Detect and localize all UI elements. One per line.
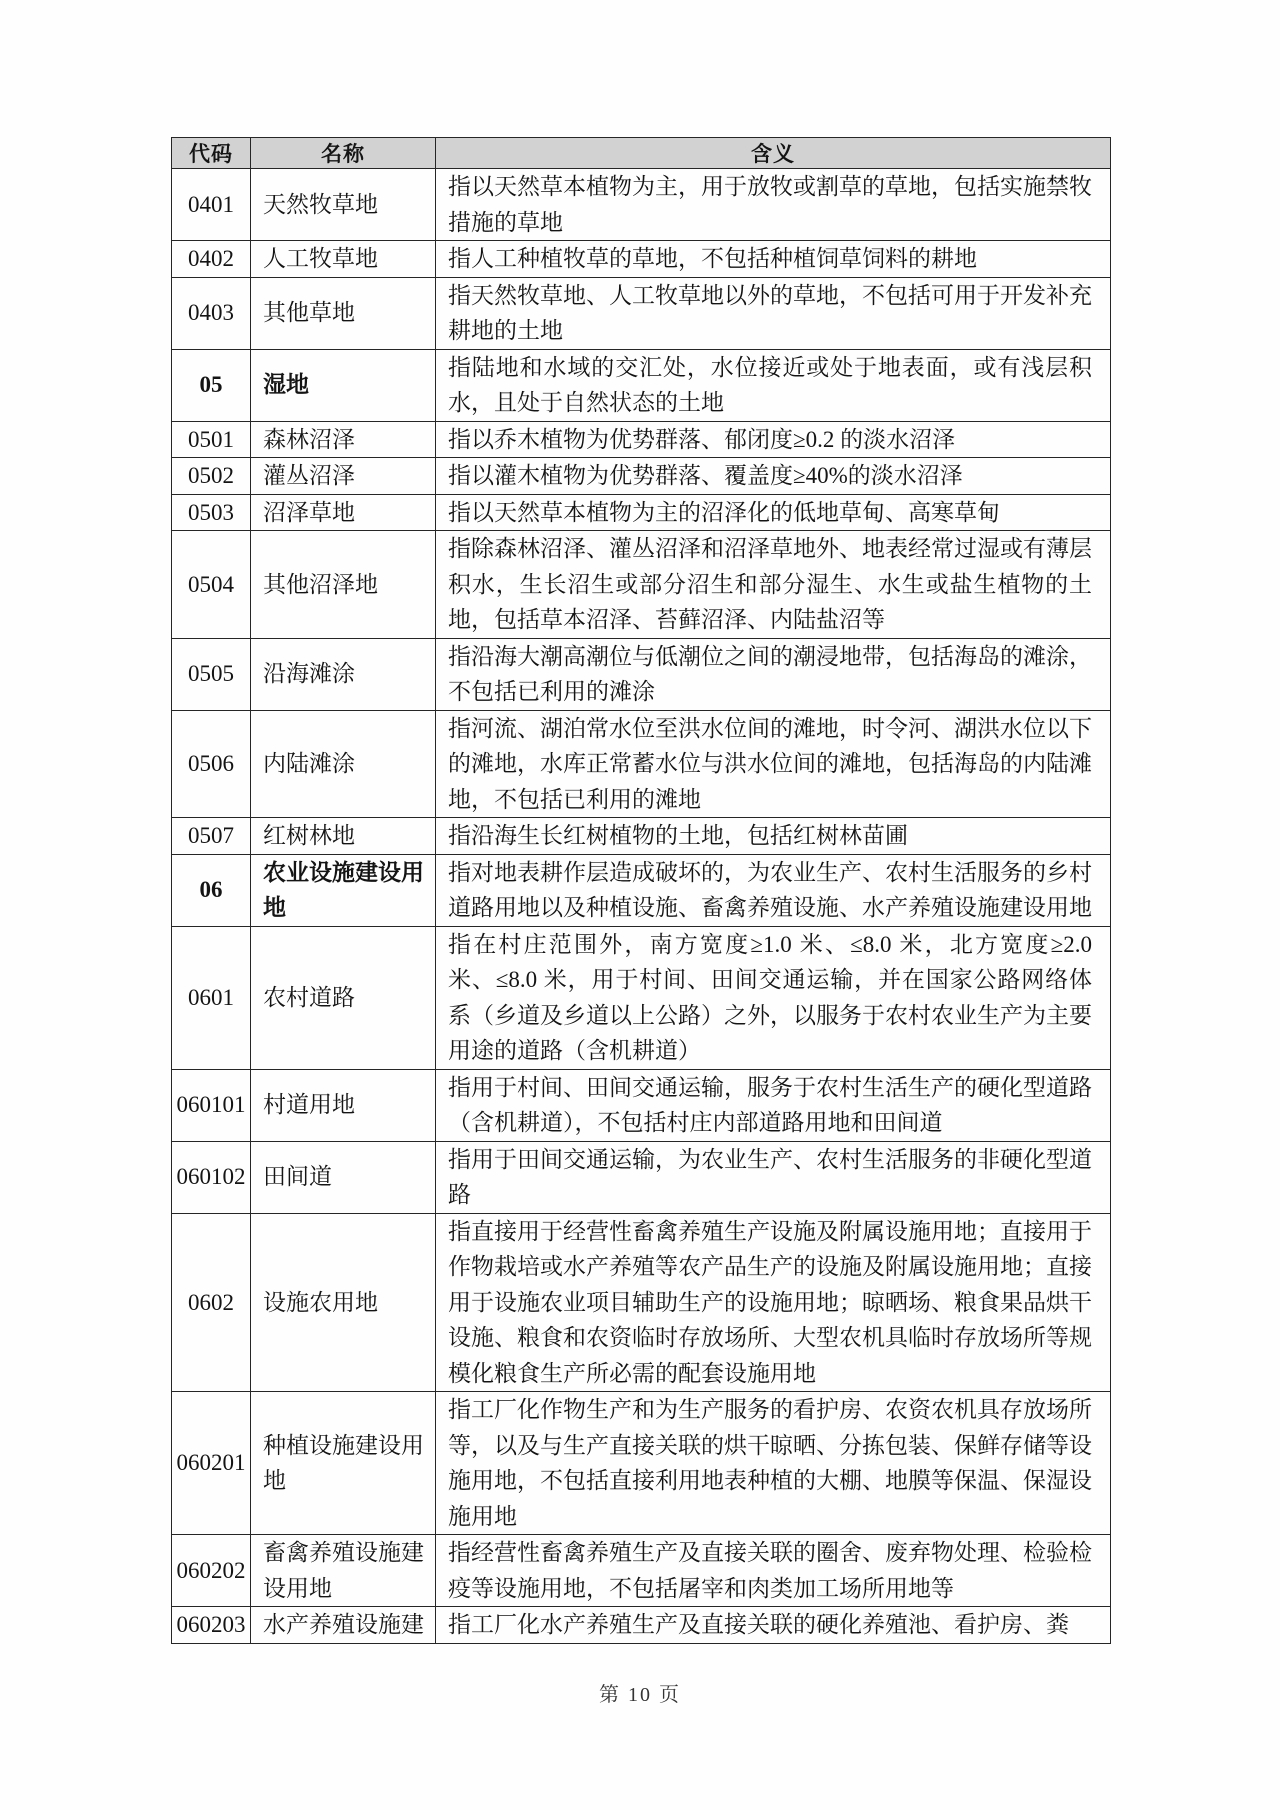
code-cell: 0602 [172, 1213, 251, 1392]
table-row [172, 1392, 1111, 1535]
table-row [172, 241, 1111, 278]
meaning-cell: 指直接用于经营性畜禽养殖生产设施及附属设施用地；直接用于作物栽培或水产养殖等农产品生产的设施及附属设施用地；直接用于设施农业项目辅助生产的设施用地；晾晒场、粮食果品烘干设施、粮食和农资临时存放场所、大型农机具临时存放场所等规模化粮食生产所必需的配套设施用地 [436, 1213, 1111, 1392]
table-row [172, 277, 1111, 349]
col-header-meaning: 含义 [436, 138, 1111, 169]
meaning-cell: 指沿海大潮高潮位与低潮位之间的潮浸地带，包括海岛的滩涂，不包括已利用的滩涂 [436, 638, 1111, 710]
code-cell: 0601 [172, 926, 251, 1069]
name-cell: 农村道路 [251, 926, 436, 1069]
col-header-code: 代码 [172, 138, 251, 169]
name-cell: 种植设施建设用地 [251, 1392, 436, 1535]
meaning-cell: 指用于村间、田间交通运输，服务于农村生活生产的硬化型道路（含机耕道），不包括村庄内部道路用地和田间道 [436, 1069, 1111, 1141]
meaning-cell: 指以乔木植物为优势群落、郁闭度≥0.2 的淡水沼泽 [436, 421, 1111, 458]
table-row [172, 494, 1111, 531]
table-row [172, 1069, 1111, 1141]
name-cell: 沼泽草地 [251, 494, 436, 531]
table-row [172, 1607, 1111, 1644]
table-row [172, 818, 1111, 855]
page-number: 第 10 页 [599, 1684, 681, 1706]
meaning-cell: 指陆地和水域的交汇处，水位接近或处于地表面，或有浅层积水，且处于自然状态的土地 [436, 349, 1111, 421]
table-row [172, 710, 1111, 818]
table-row [172, 349, 1111, 421]
name-cell: 农业设施建设用地 [251, 854, 436, 926]
code-cell: 0504 [172, 531, 251, 639]
code-cell: 060203 [172, 1607, 251, 1644]
meaning-cell: 指天然牧草地、人工牧草地以外的草地，不包括可用于开发补充耕地的土地 [436, 277, 1111, 349]
meaning-cell: 指用于田间交通运输，为农业生产、农村生活服务的非硬化型道路 [436, 1141, 1111, 1213]
code-cell: 0403 [172, 277, 251, 349]
table-row [172, 169, 1111, 241]
table-row [172, 531, 1111, 639]
code-cell: 06 [172, 854, 251, 926]
table-body [172, 169, 1111, 1644]
name-cell: 红树林地 [251, 818, 436, 855]
code-cell: 0503 [172, 494, 251, 531]
name-cell: 设施农用地 [251, 1213, 436, 1392]
meaning-cell: 指沿海生长红树植物的土地，包括红树林苗圃 [436, 818, 1111, 855]
table-row [172, 421, 1111, 458]
meaning-cell: 指经营性畜禽养殖生产及直接关联的圈舍、废弃物处理、检验检疫等设施用地，不包括屠宰和肉类加工场所用地等 [436, 1535, 1111, 1607]
meaning-cell: 指人工种植牧草的草地，不包括种植饲草饲料的耕地 [436, 241, 1111, 278]
table-row [172, 854, 1111, 926]
table-row [172, 926, 1111, 1069]
meaning-cell: 指以天然草本植物为主的沼泽化的低地草甸、高寒草甸 [436, 494, 1111, 531]
meaning-cell: 指对地表耕作层造成破坏的，为农业生产、农村生活服务的乡村道路用地以及种植设施、畜禽养殖设施、水产养殖设施建设用地 [436, 854, 1111, 926]
code-cell: 060201 [172, 1392, 251, 1535]
meaning-cell: 指以天然草本植物为主，用于放牧或割草的草地，包括实施禁牧措施的草地 [436, 169, 1111, 241]
col-header-name: 名称 [251, 138, 436, 169]
table-row [172, 458, 1111, 495]
name-cell: 畜禽养殖设施建设用地 [251, 1535, 436, 1607]
meaning-cell: 指河流、湖泊常水位至洪水位间的滩地，时令河、湖洪水位以下的滩地，水库正常蓄水位与洪水位间的滩地，包括海岛的内陆滩地，不包括已利用的滩地 [436, 710, 1111, 818]
table-row [172, 638, 1111, 710]
code-cell: 0501 [172, 421, 251, 458]
code-cell: 0505 [172, 638, 251, 710]
code-cell: 0402 [172, 241, 251, 278]
name-cell: 内陆滩涂 [251, 710, 436, 818]
table-row [172, 1141, 1111, 1213]
name-cell: 灌丛沼泽 [251, 458, 436, 495]
name-cell: 田间道 [251, 1141, 436, 1213]
table-row [172, 1535, 1111, 1607]
code-cell: 060202 [172, 1535, 251, 1607]
code-cell: 05 [172, 349, 251, 421]
table-header-row [172, 138, 1111, 169]
name-cell: 其他草地 [251, 277, 436, 349]
code-cell: 0507 [172, 818, 251, 855]
meaning-cell: 指工厂化作物生产和为生产服务的看护房、农资农机具存放场所等，以及与生产直接关联的烘干晾晒、分拣包装、保鲜存储等设施用地，不包括直接利用地表种植的大棚、地膜等保温、保湿设施用地 [436, 1392, 1111, 1535]
code-cell: 0502 [172, 458, 251, 495]
meaning-cell: 指工厂化水产养殖生产及直接关联的硬化养殖池、看护房、粪 [436, 1607, 1111, 1644]
table-row [172, 1213, 1111, 1392]
meaning-cell: 指以灌木植物为优势群落、覆盖度≥40%的淡水沼泽 [436, 458, 1111, 495]
name-cell: 湿地 [251, 349, 436, 421]
code-cell: 0401 [172, 169, 251, 241]
code-cell: 060102 [172, 1141, 251, 1213]
name-cell: 水产养殖设施建 [251, 1607, 436, 1644]
code-cell: 060101 [172, 1069, 251, 1141]
meaning-cell: 指在村庄范围外，南方宽度≥1.0 米、≤8.0 米，北方宽度≥2.0 米、≤8.0 米，用于村间、田间交通运输，并在国家公路网络体系（乡道及乡道以上公路）之外，以服务于农村农业生产为主要用途的道路（含机耕道） [436, 926, 1111, 1069]
land-use-classification-table [171, 137, 1111, 1644]
name-cell: 森林沼泽 [251, 421, 436, 458]
name-cell: 人工牧草地 [251, 241, 436, 278]
name-cell: 村道用地 [251, 1069, 436, 1141]
name-cell: 其他沼泽地 [251, 531, 436, 639]
code-cell: 0506 [172, 710, 251, 818]
name-cell: 沿海滩涂 [251, 638, 436, 710]
meaning-cell: 指除森林沼泽、灌丛沼泽和沼泽草地外、地表经常过湿或有薄层积水，生长沼生或部分沼生和部分湿生、水生或盐生植物的土地，包括草本沼泽、苔藓沼泽、内陆盐沼等 [436, 531, 1111, 639]
name-cell: 天然牧草地 [251, 169, 436, 241]
